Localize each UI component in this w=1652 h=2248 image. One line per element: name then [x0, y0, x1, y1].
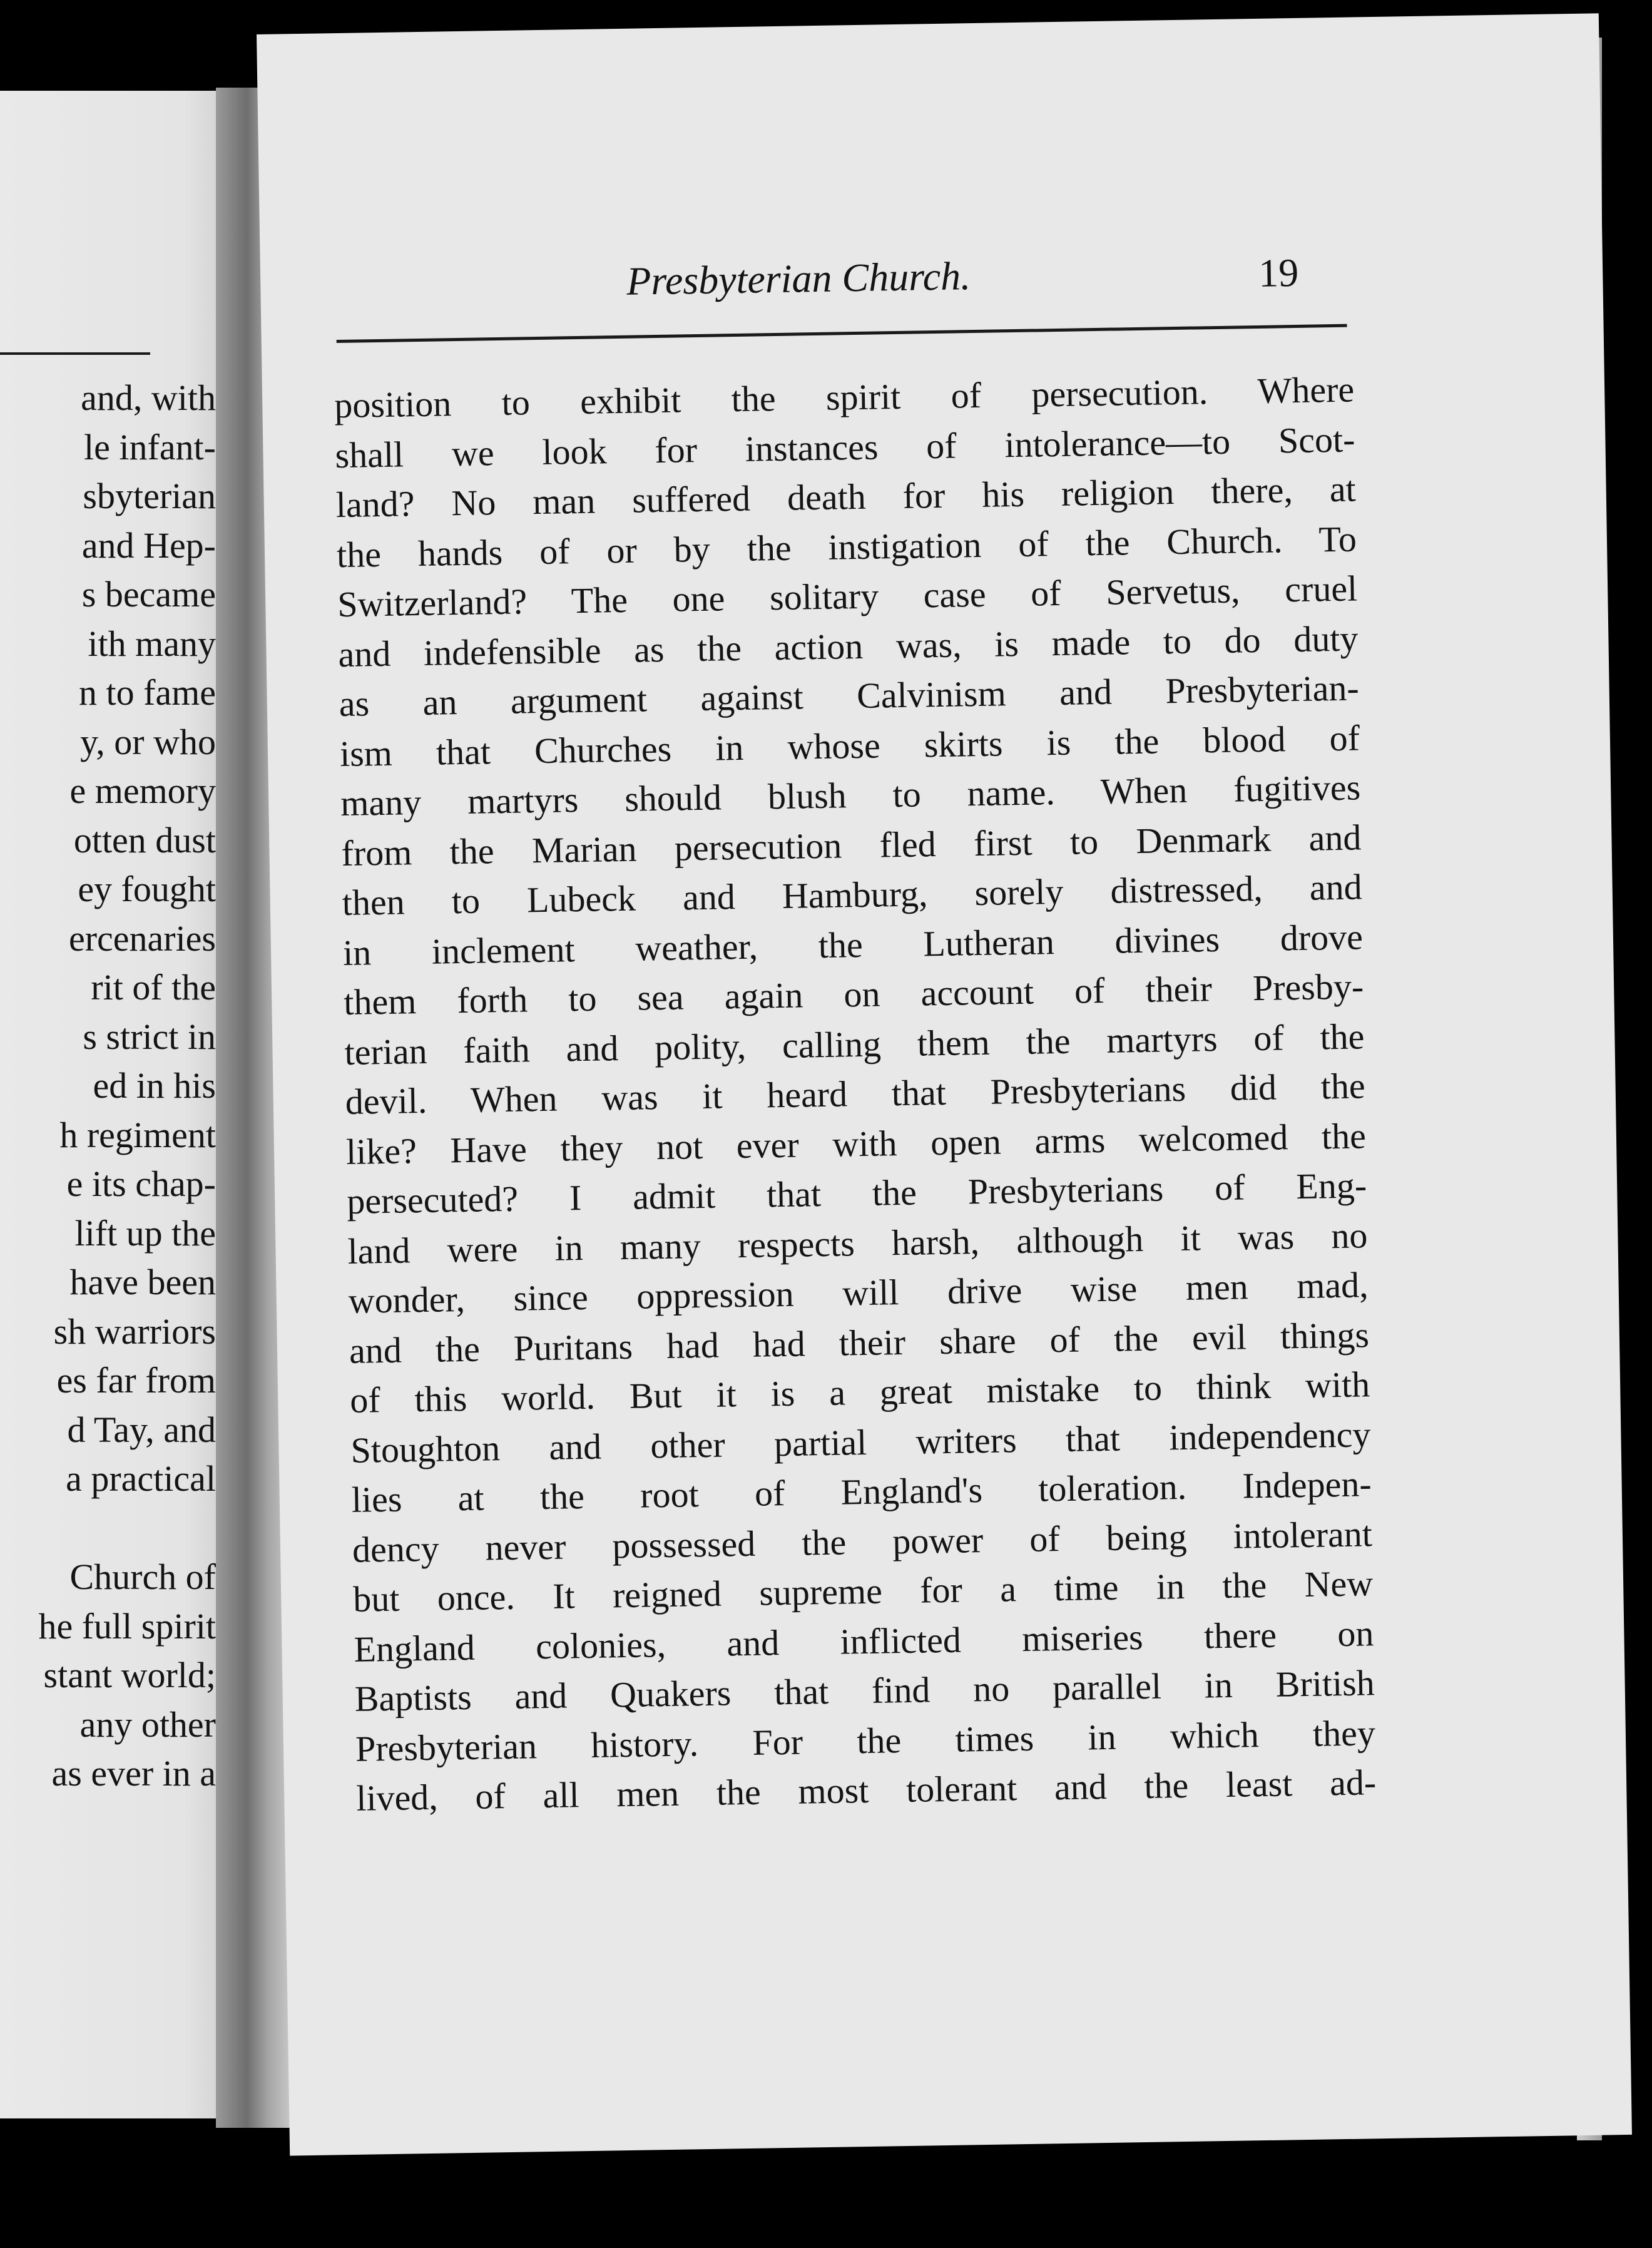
left-page-line: e memory	[69, 770, 216, 811]
left-page-line: d Tay, and	[67, 1409, 216, 1450]
page-number: 19	[1258, 250, 1299, 295]
body-line: from the Marian persecution fled first to Denmark and	[341, 816, 1362, 874]
running-head: Presbyterian Church.	[626, 253, 971, 304]
left-page-line: stant world;	[43, 1655, 216, 1695]
left-page-line: and, with	[81, 377, 216, 418]
body-line: lies at the root of England's toleration. Indepen-	[351, 1463, 1372, 1520]
left-page-line: ercenaries	[68, 917, 216, 959]
body-line: wonder, since oppression will drive wise men mad,	[348, 1264, 1369, 1321]
body-line: lived, of all men the most tolerant and the least ad-	[355, 1762, 1377, 1819]
left-page-line: he full spirit	[38, 1605, 216, 1647]
body-line: as an argument against Calvinism and Presbyterian-	[339, 667, 1360, 725]
left-page-line: es far from	[56, 1360, 216, 1401]
body-line: terian faith and polity, calling them the martyrs of the	[344, 1015, 1365, 1073]
left-page-line: h regiment	[59, 1114, 216, 1155]
body-line: but once. It reigned supreme for a time in the New	[352, 1563, 1374, 1620]
body-text	[334, 365, 1377, 1824]
left-page-line: y, or who	[80, 721, 216, 762]
left-page-text	[0, 91, 216, 2118]
body-line: in inclement weather, the Lutheran divines drove	[342, 916, 1364, 973]
body-line: position to exhibit the spirit of persecution. Where	[334, 369, 1355, 426]
left-page-line: s strict in	[83, 1016, 216, 1057]
left-page-line: e its chap-	[66, 1163, 216, 1204]
body-line: Baptists and Quakers that find no parallel in British	[354, 1662, 1375, 1719]
body-line: the hands of or by the instigation of the Church. To	[336, 518, 1357, 575]
left-page-line: ey fought	[78, 869, 216, 909]
left-page-line: ith many	[88, 623, 216, 664]
body-line: them forth to sea again on account of their Presby-	[343, 966, 1364, 1023]
body-line: Stoughton and other partial writers that independency	[350, 1413, 1371, 1471]
left-page-line: sh warriors	[53, 1310, 216, 1352]
left-page-line: ed in his	[93, 1065, 216, 1106]
body-line: shall we look for instances of intolerance—to Scot-	[335, 419, 1355, 476]
left-page-line: s became	[81, 574, 216, 615]
left-page-line: rit of the	[91, 967, 216, 1008]
left-page-line: have been	[69, 1262, 216, 1302]
left-page-line: and Hep-	[81, 524, 216, 566]
body-line: land were in many respects harsh, although it was no	[347, 1214, 1368, 1272]
body-line: and indefensible as the action was, is made to do duty	[338, 617, 1359, 675]
left-page-line: Church of	[69, 1556, 216, 1597]
left-page-line: lift up the	[74, 1212, 216, 1254]
body-line: and the Puritans had had their share of the evil things	[349, 1314, 1370, 1371]
body-line: England colonies, and inflicted miseries there on	[354, 1612, 1374, 1670]
left-page-line: n to fame	[78, 672, 216, 713]
right-page	[257, 13, 1632, 2155]
left-page-line: otten dust	[73, 819, 216, 861]
body-line: Presbyterian history. For the times in which they	[355, 1712, 1376, 1769]
body-line: devil. When was it heard that Presbyterians did the	[345, 1065, 1366, 1122]
left-page-line: le infant-	[84, 426, 216, 467]
body-line: many martyrs should blush to name. When fugitives	[340, 767, 1361, 824]
body-line: then to Lubeck and Hamburg, sorely distressed, and	[342, 866, 1363, 924]
body-line: of this world. But it is a great mistake to think with	[349, 1364, 1370, 1421]
header-rule	[337, 324, 1347, 343]
body-line: land? No man suffered death for his religion there, at	[335, 468, 1357, 526]
left-page-line: any other	[79, 1704, 216, 1745]
body-line: dency never possessed the power of being intolerant	[352, 1513, 1373, 1570]
body-line: ism that Churches in whose skirts is the blood of	[339, 717, 1360, 774]
left-page-line: as ever in a	[51, 1753, 216, 1794]
body-line: Switzerland? The one solitary case of Servetus, cruel	[337, 568, 1358, 625]
body-line: like? Have they not ever with open arms welcomed the	[345, 1115, 1367, 1172]
left-page-line: sbyterian	[83, 476, 216, 516]
body-line: persecuted? I admit that the Presbyterians of Eng-	[346, 1165, 1367, 1222]
left-page-line: a practical	[66, 1458, 216, 1499]
